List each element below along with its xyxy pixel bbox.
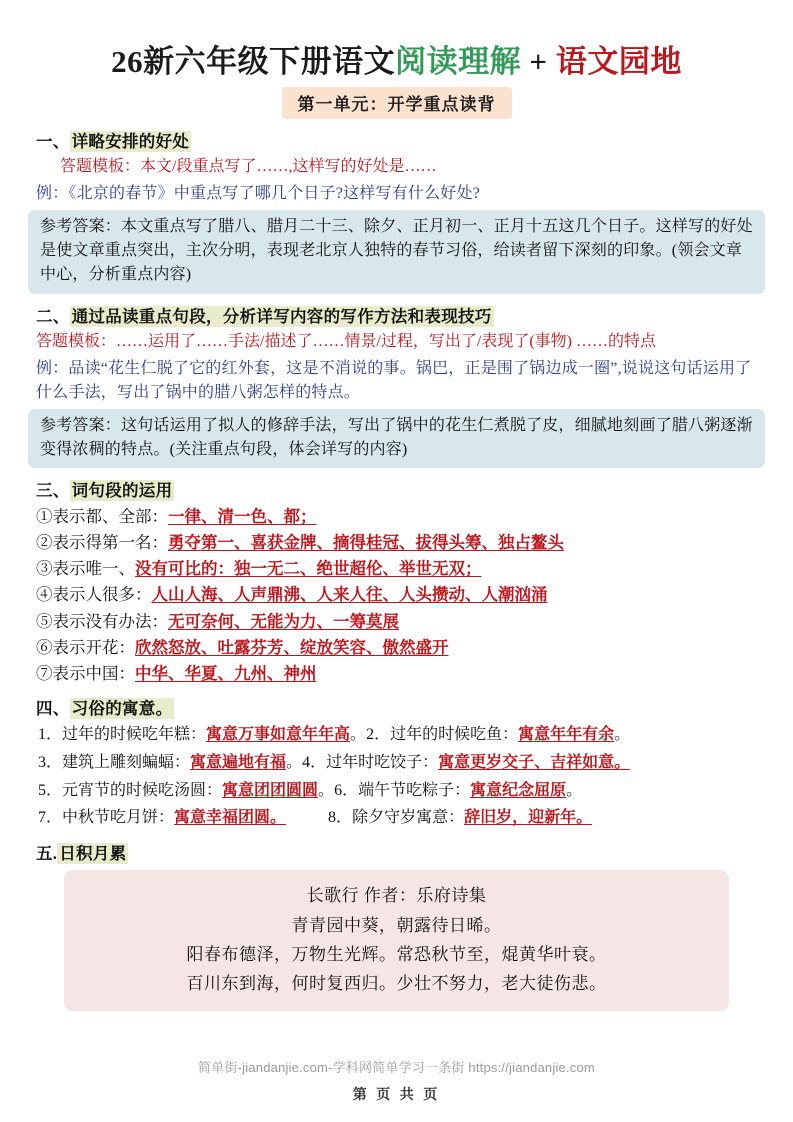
custom-end: 。 [286,753,303,771]
answer-template-2 [36,330,767,354]
section-number-5: 五. [36,844,58,864]
customs-row [38,805,767,831]
custom-label: 建筑上雕刻蝙蝠： [62,753,191,771]
section-title-3: 词句段的运用 [71,481,173,501]
custom-answer: 寓意年年有余 [518,725,615,743]
vocab-label: ②表示得第一名： [36,533,168,553]
poem-line: 百川东到海，何时复西归。少壮不努力，老大徒伤悲。 [186,974,607,994]
section-number-4: 四、 [36,698,70,718]
vocab-item [36,504,767,529]
example-label-1: 例： [36,184,69,202]
custom-answer: 辞旧岁，迎新年。 [464,809,593,827]
custom-answer: 寓意纪念屈原 [470,781,567,799]
customs-row [38,750,767,776]
vocab-answer: 无可奈何、无能为力、一筹莫展 [168,611,399,631]
vocab-label: ①表示都、全部： [36,507,168,527]
answer-template-text-2: ……运用了……手法/描述了……情景/过程，写出了/表现了(事物) ……的特点 [116,332,657,350]
customs-row [38,722,767,748]
custom-number: 3． [38,753,63,771]
custom-label: 过年时吃饺子： [326,753,439,771]
customs-row [38,778,767,804]
vocab-item [36,556,767,581]
section-title-4: 习俗的寓意。 [71,698,173,718]
subtitle-container [26,87,767,119]
vocab-answer: 没有可比的：独一无二、绝世超伦、举世无双； [135,559,482,579]
example-label-2: 例： [36,359,69,377]
title-part-grade: 26新六年级下册语文 [111,44,396,79]
vocab-answer: 勇夺第一、喜获金牌、摘得桂冠、拔得头筹、独占鳌头 [168,533,564,553]
custom-label: 元宵节的时候吃汤圆： [62,781,223,799]
section-heading-4 [36,695,767,719]
answer-template-label-1: 答题模板： [60,157,141,175]
example-line-1 [36,182,767,206]
custom-label: 过年的时候吃年糕： [62,725,207,743]
vocab-label: ③表示唯一、 [36,559,135,579]
section-number-1: 一、 [36,131,70,151]
watermark-footer: 简单街-jiandanjie.com-学科网简单学习一条街 https://jiandanjie.com [198,1060,595,1075]
custom-answer: 寓意更岁交子、吉祥如意。 [438,753,631,771]
custom-end: 。 [350,725,367,743]
reference-answer-label-1: 参考答案： [40,217,122,235]
reference-answer-text-2: 这句话运用了拟人的修辞手法，写出了锅中的花生仁煮脱了皮，细腻地刻画了腊八粥逐渐变得浓稠的特点。(关注重点句段，体会详写的内容) [40,416,753,458]
custom-number: 7． [38,809,63,827]
poem-box [64,870,729,1011]
vocab-item [36,635,767,660]
unit-subtitle-badge: 第一单元：开学重点读背 [282,87,512,119]
vocab-answer: 一律、清一色、都； [168,507,317,527]
poem-line: 青青园中葵，朝露待日晞。 [291,915,502,935]
title-part-reading: 阅读理解 [395,44,522,79]
custom-number: 4． [302,753,327,771]
custom-number: 5． [38,781,63,799]
custom-end: 。 [566,781,583,799]
example-text-1: 《北京的春节》中重点写了哪几个日子?这样写有什么好处? [68,184,481,202]
answer-template-text-1: 本文/段重点写了……,这样写的好处是…… [140,157,437,175]
vocab-item [36,582,767,607]
reference-answer-box-2 [28,409,765,469]
section-heading-2 [36,303,767,327]
custom-number: 6． [334,781,359,799]
example-text-2: 品读“花生仁脱了它的红外套，这是不消说的事。锅巴，正是围了锅边成一圈”,说说这句话运用了什么手法，写出了锅中的腊八粥怎样的特点。 [36,359,752,401]
custom-answer: 寓意团团圆圆 [222,781,319,799]
page-title [26,44,767,80]
reference-answer-text-1: 本文重点写了腊八、腊月二十三、除夕、正月初一、正月十五这几个日子。这样写的好处是使文章重点突出，主次分明，表现老北京人独特的春节习俗，给读者留下深刻的印象。(领会文章中心，分析重点内容) [40,217,753,284]
vocab-item [36,609,767,634]
custom-label: 中秋节吃月饼： [62,809,175,827]
page-number-footer: 第 页 共 页 [352,1088,441,1103]
vocab-answer: 人山人海、人声鼎沸、人来人往、人头攒动、人潮汹涌 [151,585,548,605]
poem-title: 长歌行 作者：乐府诗集 [306,886,487,906]
section-number-2: 二、 [36,306,70,326]
section-heading-1 [36,128,767,152]
vocab-label: ⑤表示没有办法： [36,611,168,631]
vocab-label: ⑦表示中国： [36,663,135,683]
example-line-2 [36,357,767,405]
section-heading-5 [36,840,767,864]
custom-number: 8． [328,809,353,827]
section-title-2: 通过品读重点句段，分析详写内容的写作方法和表现技巧 [71,306,492,326]
custom-number: 2． [366,725,391,743]
answer-template-label-2: 答题模板： [36,332,117,350]
reference-answer-box-1 [28,210,765,294]
custom-label: 过年的时候吃鱼： [390,725,519,743]
custom-end: 。 [318,781,335,799]
section-heading-3 [36,477,767,501]
vocab-item [36,661,767,686]
section-title-1: 详略安排的好处 [71,131,190,151]
section-number-3: 三、 [36,481,70,501]
vocab-answer: 欣然怒放、吐露芬芳、绽放笑容、傲然盛开 [135,637,449,657]
answer-template-1 [60,155,767,179]
vocab-label: ④表示人很多： [36,585,152,605]
reference-answer-label-2: 参考答案： [40,416,122,434]
custom-answer: 寓意遍地有福 [190,753,287,771]
section-title-5: 日积月累 [59,844,127,864]
custom-answer: 寓意万事如意年年高 [206,725,351,743]
custom-label: 除夕守岁寓意： [352,809,465,827]
vocab-answer: 中华、华夏、九州、神州 [135,663,317,683]
custom-label: 端午节吃粽子： [358,781,471,799]
title-plus-sign: + [521,44,556,79]
custom-end: 。 [614,725,631,743]
title-part-garden: 语文园地 [555,44,682,79]
vocab-label: ⑥表示开花： [36,637,135,657]
custom-answer: 寓意幸福团圆。 [174,809,287,827]
vocab-item [36,530,767,555]
custom-number: 1． [38,725,63,743]
poem-line: 阳春布德泽，万物生光辉。常恐秋节至，焜黄华叶衰。 [186,944,607,964]
